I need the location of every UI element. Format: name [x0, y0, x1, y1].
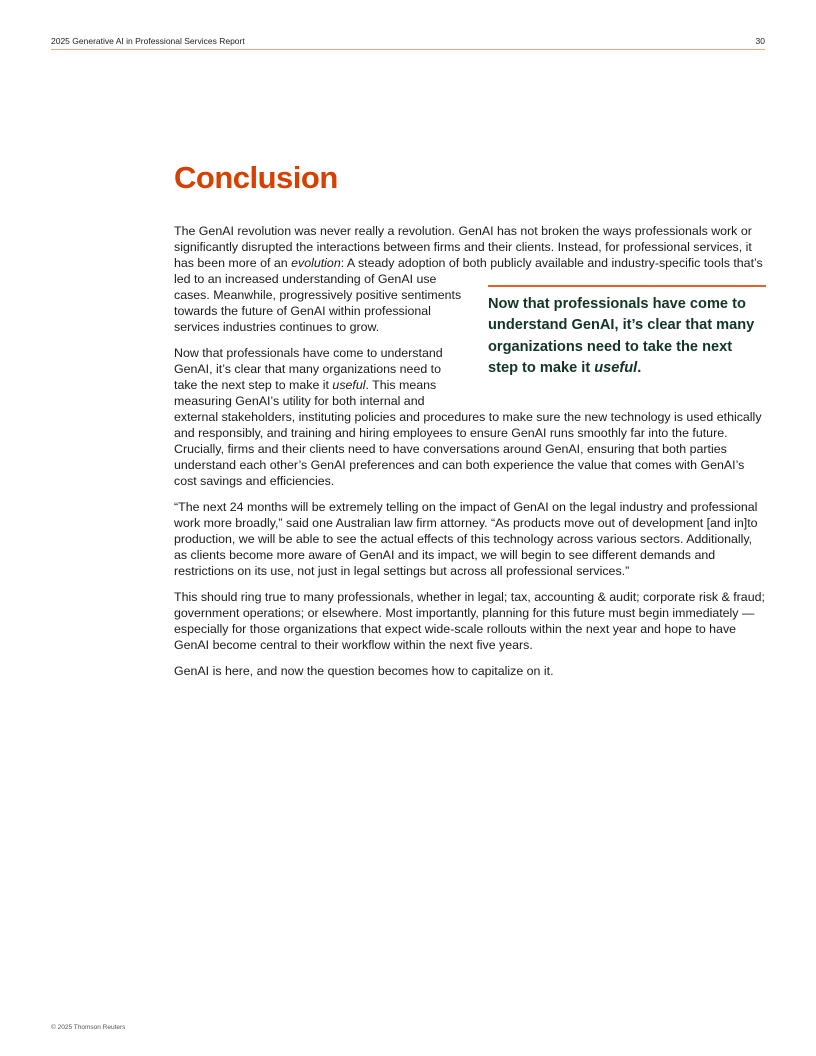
header-divider [51, 49, 765, 50]
paragraph-intro-text-2: : A steady adoption of both publicly available and industry- [340, 256, 659, 270]
paragraph-closing: GenAI is here, and now the question becomes how to capitalize on it. [174, 664, 554, 678]
report-title: 2025 Generative AI in Professional Services Report [51, 36, 245, 46]
pullquote-text-2: . [637, 359, 642, 376]
paragraph-intro-emphasis: evolution [291, 256, 341, 270]
pullquote-box [488, 285, 766, 389]
paragraph-future: This should ring true to many professionals, whether in legal; tax, accounting & audit; corporate risk & fraud; government operations; or elsewhere. Most importantly, planning for this future must begin immediately — especially for those organizations that expect wide-scale rollouts within the next year and hope to have GenAI become central to their workflow within the next five years. [174, 590, 765, 652]
paragraph-next-step-text-1: Now that professionals have come to understand GenAI, it’s clear that many organizations need to take the next step to make it [174, 346, 443, 392]
page-title: Conclusion [174, 160, 338, 195]
paragraph-next-step-text-2: . This means measuring GenAI’s utility for both internal and external stakeholders, instituting policies and procedures to make sure the new technology is used ethically and responsibly, and training and hiring employees to ensure GenAI runs smoothly far into the future. Crucially, firms and their clients need to have conversations around GenAI, ensuring that both parties understand each other’s GenAI preferences and can both experience the value that comes with GenAI’s cost savings and efficiencies. [174, 378, 762, 488]
paragraph-intro: The GenAI revolution was never really a revolution. GenAI has not broken the ways professionals work or significantly disrupted the interactions between firms and their clients. Instead, for professional services, it has been more of an evolution: A steady adoption of both publicly available and industry- Now that professionals have come to understand GenAI, it’s clear that many organizations need to take the next step to make it useful. specific tools that’s led to an increased understanding of GenAI use cases. Meanwhile, progressively positive sentiments towards the future of GenAI within professional services industries continues to grow. [174, 223, 766, 335]
pullquote-emphasis: useful [594, 359, 638, 376]
pullquote [488, 294, 766, 379]
page-header [51, 36, 765, 50]
paragraph-next-step-emphasis: useful [332, 378, 366, 392]
paragraph-quote: “The next 24 months will be extremely telling on the impact of GenAI on the legal industry and professional work more broadly,” said one Australian law firm attorney. “As products move out of development [and in]to production, we will be able to see the actual effects of this technology across various sectors. Additionally, as clients become more aware of GenAI and its impact, we will begin to see different demands and restrictions on its use, not just in legal settings but across all professional services.” [174, 500, 758, 578]
article-body [174, 156, 766, 689]
paragraph-intro-text-1: The GenAI revolution was never really a revolution. GenAI has not broken the ways professionals work or significantly disrupted the interactions between firms and their clients. Instead, for professional services, it has been more of an [174, 224, 752, 270]
page-number: 30 [755, 36, 765, 46]
copyright-footer: © 2025 Thomson Reuters [51, 1024, 126, 1031]
pullquote-text-1: Now that professionals have come to understand GenAI, it’s clear that many organizations need to take the next step to make it [488, 296, 755, 376]
